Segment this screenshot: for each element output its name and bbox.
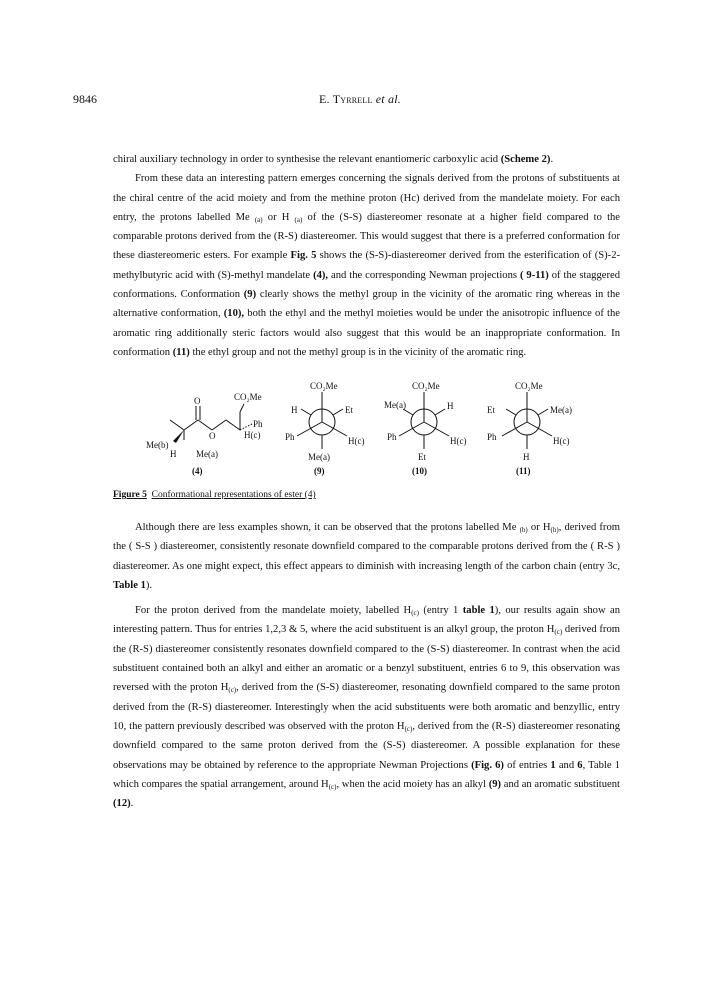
newman-11 <box>502 392 552 449</box>
compound-4-carbonyl-o: O <box>194 396 201 406</box>
figure-caption-label: Figure 5 <box>113 490 147 500</box>
running-head-etal: et al. <box>375 92 401 106</box>
running-head <box>0 92 720 107</box>
newman-9-bottom: Me(a) <box>308 452 330 462</box>
figure-caption <box>113 490 316 500</box>
running-head-author: E. Tyrrell <box>319 92 373 106</box>
newman-10-ur: H <box>447 401 454 411</box>
newman-9-lr: H(c) <box>348 436 365 446</box>
newman-11-top: CO₂Me <box>515 381 543 391</box>
compound-4-ester-o: O <box>209 431 216 441</box>
newman-10-label: (10) <box>412 466 427 476</box>
newman-11-ll: Ph <box>487 432 497 442</box>
paragraph-2: From these data an interesting pattern emerges concerning the signals derived from the protons of substituents at the chiral centre of the acid moiety and from the methine proton (Hc) derived from the mandelate moiety. For each entry, the protons labelled Me $_{(a)}$ or H $_{(a)}$ of the (S-S) diastereomer resonate at a higher field compared to the comparable protons derived from the (R-S) diastereomer. This would suggest that there is a preferred conformation for these diastereomeric esters. For example Fig. 5 shows the (S-S)-diastereomer derived from the esterification of (S)-2-methylbutyric acid with (S)-methyl mandelate (4), and the corresponding Newman projections ( 9-11) of the staggered conformations. Conformation (9) clearly shows the methyl group in the vicinity of the aromatic ring whereas in the alternative conformation, (10), both the ethyl and the methyl moieties would be under the anisotropic influence of the aromatic ring additionally steric factors would also suggest that this would be an inappropriate conformation. In conformation (11) the ethyl group and not the methyl group is in the vicinity of the aromatic ring. <box>113 173 621 358</box>
compound-4-label: (4) <box>192 466 203 476</box>
compound-4-co2me: CO₂Me <box>234 392 262 402</box>
newman-11-ur: Me(a) <box>550 405 572 415</box>
newman-9-label: (9) <box>314 466 325 476</box>
newman-11-ul: Et <box>487 405 495 415</box>
compound-4-ph: Ph <box>253 419 263 429</box>
newman-9-ur: Et <box>345 405 353 415</box>
newman-9-ul: H <box>291 405 298 415</box>
figure-5-drawing <box>140 378 600 490</box>
paragraph-4: For the proton derived from the mandelate moiety, labelled $H_{(c)}$ (entry 1 table 1), our results again show an interesting pattern. Thus for entries 1,2,3 & 5, where the acid substituent is an alkyl group, the proton $H_{(c)}$ derived from the (R-S) diastereomer consistently resonates downfield compared to the (S-S) diastereomer. In contrast when the acid substituent contained both an alkyl and either an aromatic or a benzyl substituent, entries 6 to 9, this observation was reversed with the proton $H_{(c)}$, derived from the (S-S) diastereomer, resonating downfield compared to the same proton derived from the (R-S) diastereomer. Interestingly when the acid substituents were both aromatic and benzyllic, entry 10, the pattern previously described was observed with the proton $H_{(c)}$, derived from the (R-S) diastereomer resonating downfield compared to the same proton derived from the (S-S) diastereomer. A possible explanation for these observations may be obtained by reference to the appropriate Newman Projections (Fig. 6) of entries 1 and 6, Table 1 which compares the spatial arrangement, around $H_{(c)}$, when the acid moiety has an alkyl (9) and an aromatic substituent (12). <box>113 605 621 810</box>
compound-4-mea: Me(a) <box>196 449 218 459</box>
body-text-bottom <box>113 518 620 813</box>
newman-11-lr: H(c) <box>553 436 570 446</box>
newman-10-top: CO₂Me <box>412 381 440 391</box>
newman-11-bottom: H <box>523 452 530 462</box>
compound-4-wedge <box>173 430 184 443</box>
compound-4-hc: H(c) <box>244 430 261 440</box>
body-text-top <box>113 150 620 362</box>
figure-5 <box>140 378 600 490</box>
newman-10-ul: Me(a) <box>384 400 406 410</box>
newman-10-lr: H(c) <box>450 436 467 446</box>
newman-11-label: (11) <box>516 466 531 476</box>
newman-10-bottom: Et <box>418 452 426 462</box>
paragraph-3: Although there are less examples shown, it can be observed that the protons labelled Me $_{(b)}$ or $H_{(b)}$, derived from the ( S-S ) diastereomer, consistently resonate downfield compared to the comparable protons derived from the ( R-S ) diastereomer. As one might expect, this effect appears to diminish with increasing length of the carbon chain (entry 3c, Table 1). <box>113 522 620 591</box>
newman-10-ll: Ph <box>387 432 397 442</box>
newman-9-ll: Ph <box>285 432 295 442</box>
newman-9 <box>297 392 347 449</box>
paragraph-1: chiral auxiliary technology in order to synthesise the relevant enantiomeric carboxylic acid (Scheme 2). <box>113 154 554 165</box>
compound-4-h: H <box>170 449 177 459</box>
newman-9-top: CO₂Me <box>310 381 338 391</box>
figure-caption-text: Conformational representations of ester (4) <box>151 490 316 500</box>
compound-4-meb: Me(b) <box>146 440 169 450</box>
newman-10 <box>399 392 449 449</box>
page-number: 9846 <box>73 92 97 106</box>
